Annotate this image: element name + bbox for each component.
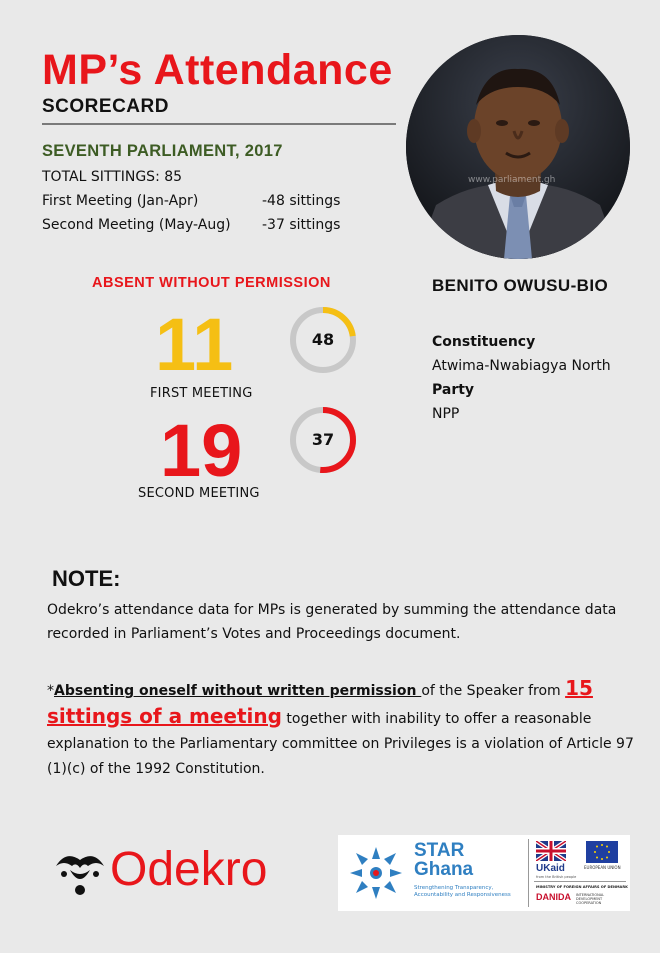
second-meeting-sittings: -37 sittings	[262, 217, 341, 233]
partners-divider	[528, 839, 529, 907]
danida-label: DANIDA	[536, 892, 571, 902]
note-underlined-phrase: Absenting oneself without written permission	[54, 683, 422, 699]
absent-title: ABSENT WITHOUT PERMISSION	[92, 275, 331, 291]
first-meeting-total: 48	[311, 330, 335, 349]
party-label: Party	[432, 382, 475, 398]
photo-watermark: www.parliament.gh	[468, 175, 556, 185]
title-divider	[42, 123, 396, 125]
uk-flag-icon	[536, 841, 566, 861]
star-ghana-hands-icon	[346, 843, 406, 903]
eu-label: EUROPEAN UNION	[584, 865, 621, 870]
odekro-wordmark: Odekro	[110, 843, 268, 896]
constituency-value: Atwima-Nwabiagya North	[432, 358, 611, 374]
page-subtitle: SCORECARD	[42, 96, 169, 117]
note-asterisk: *	[47, 683, 54, 699]
partners-hline	[534, 881, 626, 882]
ukaid-label: UKaid	[536, 863, 565, 874]
first-meeting-absent-count: 11	[155, 303, 234, 386]
page-title: MP’s Attendance	[42, 46, 393, 94]
first-meeting-label: First Meeting (Jan-Apr)	[42, 193, 199, 209]
note-text-a: of the Speaker from	[421, 683, 566, 699]
second-meeting-label: Second Meeting (May-Aug)	[42, 217, 231, 233]
note-constitution-paragraph	[47, 676, 657, 782]
star-ghana-title-1: STAR	[414, 840, 465, 861]
note-paragraph: Odekro’s attendance data for MPs is generated by summing the attendance data recorded in Parliament’s Votes and Proceedings document.	[47, 602, 617, 642]
mp-photo	[406, 35, 630, 259]
note-heading: NOTE:	[52, 566, 121, 591]
odekro-symbol-icon	[52, 844, 108, 900]
constituency-label: Constituency	[432, 334, 536, 350]
note-red-number: 15	[565, 676, 593, 700]
ukaid-sub: from the British people	[536, 875, 577, 879]
note-red-phrase: sittings of a meeting	[47, 704, 282, 728]
partners-logo-box	[338, 835, 630, 911]
total-sittings: TOTAL SITTINGS: 85	[42, 169, 183, 185]
first-meeting-sittings: -48 sittings	[262, 193, 341, 209]
star-ghana-title-2: Ghana	[414, 859, 474, 880]
note-text-b: together with inability to offer a reasonable explanation to the Parliamentary committee on Privileges is a violation of Article 97 (1)(c) of the 1992 Constitution.	[47, 711, 634, 777]
second-meeting-caption: SECOND MEETING	[138, 486, 260, 501]
denmark-ministry: MINISTRY OF FOREIGN AFFAIRS OF DENMARK	[536, 885, 628, 889]
first-meeting-caption: FIRST MEETING	[150, 386, 253, 401]
party-value: NPP	[432, 406, 460, 422]
second-meeting-total: 37	[311, 430, 335, 449]
eu-flag-icon	[586, 841, 618, 863]
star-ghana-tagline: Strengthening Transparency, Accountability and Responsiveness	[414, 885, 511, 898]
parliament-heading: SEVENTH PARLIAMENT, 2017	[42, 142, 283, 160]
mp-name: BENITO OWUSU-BIO	[432, 276, 609, 295]
second-meeting-absent-count: 19	[160, 409, 243, 492]
danida-sub: INTERNATIONAL DEVELOPMENT COOPERATION	[576, 893, 605, 905]
